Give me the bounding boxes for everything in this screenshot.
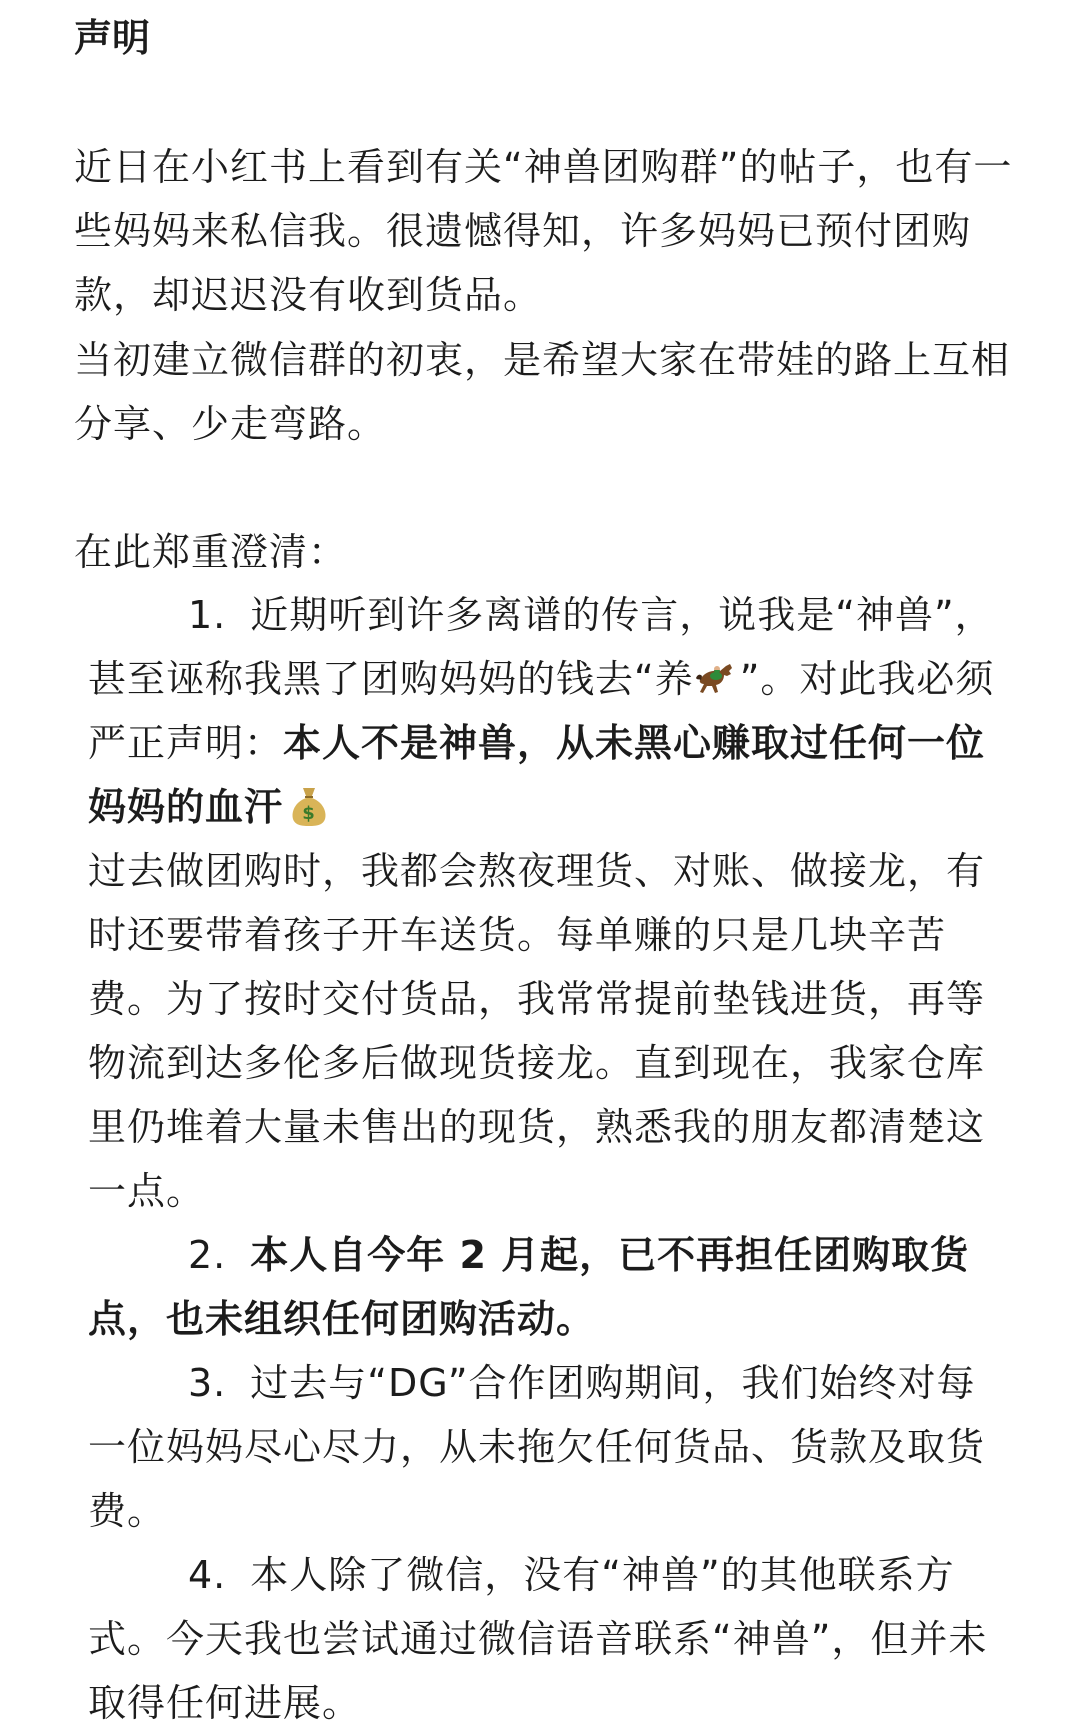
item-number: 1. xyxy=(188,593,227,637)
money-bag-icon xyxy=(289,784,329,828)
item-continuation: 过去做团购时，我都会熬夜理货、对账、做接龙，有时还要带着孩子开车送货。每单赚的只是几块辛苦费。为了按时交付货品，我常常提前垫钱进货，再等物流到达多伦多后做现货接龙。直到现在，我家仓库里仍堆着大量未售出的现货，熟悉我的朋友都清楚这一点。 xyxy=(88,849,986,1213)
item-bold-text: 本人不是神兽，从未黑心赚取过任何一位妈妈的血汗 xyxy=(88,721,986,829)
document-title: 声明 xyxy=(74,16,151,60)
horse-racing-icon xyxy=(694,658,738,698)
item-bold-text: 本人自今年 2 月起，已不再担任团购取货点，也未组织任何团购活动。 xyxy=(88,1233,970,1341)
item-text: ”。对此我必须严正声明： xyxy=(88,657,995,765)
item-text: 过去与“DG”合作团购期间，我们始终对每一位妈妈尽心尽力，从未拖欠任何货品、货款及取货费。 xyxy=(88,1361,986,1533)
item-number: 4. xyxy=(188,1553,227,1597)
item-number: 2. xyxy=(188,1233,227,1277)
item-text: 近期听到许多离谱的传言，说我是“神兽”，甚至诬称我黑了团购妈妈的钱去“养 xyxy=(88,593,994,701)
item-text: 本人除了微信，没有“神兽”的其他联系方式。今天我也尝试通过微信语音联系“神兽”，但并未取得任何进展。 xyxy=(88,1553,988,1725)
purpose-paragraph: 当初建立微信群的初衷，是希望大家在带娃的路上互相分享、少走弯路。 xyxy=(74,338,1011,446)
list-item xyxy=(88,1223,1010,1351)
clarify-heading: 在此郑重澄清： xyxy=(74,530,348,574)
svg-text:$: $ xyxy=(302,803,316,824)
item-number: 3. xyxy=(188,1361,227,1405)
intro-paragraph: 近日在小红书上看到有关“神兽团购群”的帖子，也有一些妈妈来私信我。很遗憾得知，许多妈妈已预付团购款，却迟迟没有收到货品。 xyxy=(74,145,1013,317)
clarification-list xyxy=(88,583,1010,1735)
list-item xyxy=(88,1351,1010,1543)
list-item xyxy=(88,583,1010,1223)
list-item xyxy=(88,1543,1010,1735)
